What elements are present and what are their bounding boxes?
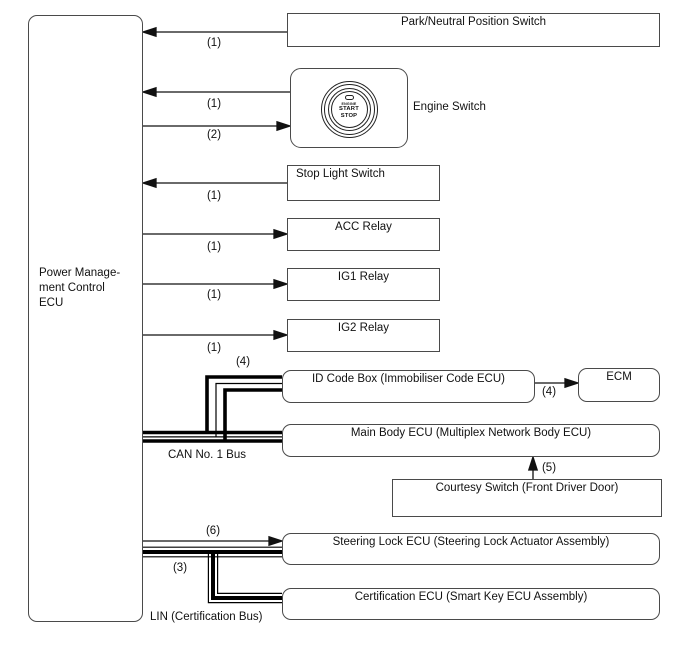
node-stop-light-switch	[287, 165, 440, 201]
node-id-code-box	[282, 370, 535, 403]
connection-number-6-steering: (6)	[205, 525, 221, 537]
stop-light-switch-label: Stop Light Switch	[296, 168, 385, 180]
node-park-neutral-position-switch	[287, 13, 660, 47]
engine-switch-label: Engine Switch	[413, 101, 486, 113]
connection-number-1-park-neutral: (1)	[206, 37, 222, 49]
connection-number-1-stop-light: (1)	[206, 190, 222, 202]
node-power-management-control-ecu	[28, 15, 143, 622]
node-engine-switch	[290, 68, 408, 148]
courtesy-switch-label: Courtesy Switch (Front Driver Door)	[435, 482, 619, 494]
connection-number-1-ig1-relay: (1)	[206, 289, 222, 301]
connection-number-1-acc-relay: (1)	[206, 241, 222, 253]
connection-number-1-ig2-relay: (1)	[206, 342, 222, 354]
connection-number-1-engine-in: (1)	[206, 98, 222, 110]
node-steering-lock-ecu	[282, 533, 660, 565]
node-acc-relay	[287, 218, 440, 251]
acc-relay-label: ACC Relay	[335, 221, 392, 233]
button-text-engine: ENGINE	[341, 101, 357, 106]
node-ecm	[578, 368, 660, 402]
button-indicator-slot	[345, 95, 354, 100]
node-ig2-relay	[287, 319, 440, 352]
lin-bus-label: LIN (Certification Bus)	[150, 611, 263, 623]
steering-lock-ecu-label: Steering Lock ECU (Steering Lock Actuator Assembly)	[332, 536, 610, 548]
ecm-label: ECM	[606, 371, 632, 383]
certification-ecu-label: Certification ECU (Smart Key ECU Assembly)	[354, 591, 588, 603]
node-certification-ecu	[282, 588, 660, 620]
connection-number-5-courtesy: (5)	[541, 462, 557, 474]
connection-number-4-ecm: (4)	[541, 386, 557, 398]
connection-number-2-engine-out: (2)	[206, 129, 222, 141]
node-main-body-ecu	[282, 424, 660, 457]
power-management-ecu-label: Power Manage- ment Control ECU	[39, 267, 121, 309]
connection-number-3-certification: (3)	[172, 562, 188, 574]
ig2-relay-label: IG2 Relay	[337, 322, 390, 334]
node-courtesy-switch	[392, 479, 662, 517]
can-bus-label: CAN No. 1 Bus	[168, 449, 246, 461]
park-neutral-position-switch-label: Park/Neutral Position Switch	[400, 16, 547, 28]
id-code-box-label: ID Code Box (Immobiliser Code ECU)	[311, 373, 505, 385]
ig1-relay-label: IG1 Relay	[337, 271, 390, 283]
connection-number-4-id-code-box: (4)	[235, 356, 251, 368]
button-text-stop: STOP	[340, 112, 358, 119]
button-text-start: START	[339, 106, 359, 112]
node-ig1-relay	[287, 268, 440, 301]
main-body-ecu-label: Main Body ECU (Multiplex Network Body ECU)	[350, 427, 592, 439]
